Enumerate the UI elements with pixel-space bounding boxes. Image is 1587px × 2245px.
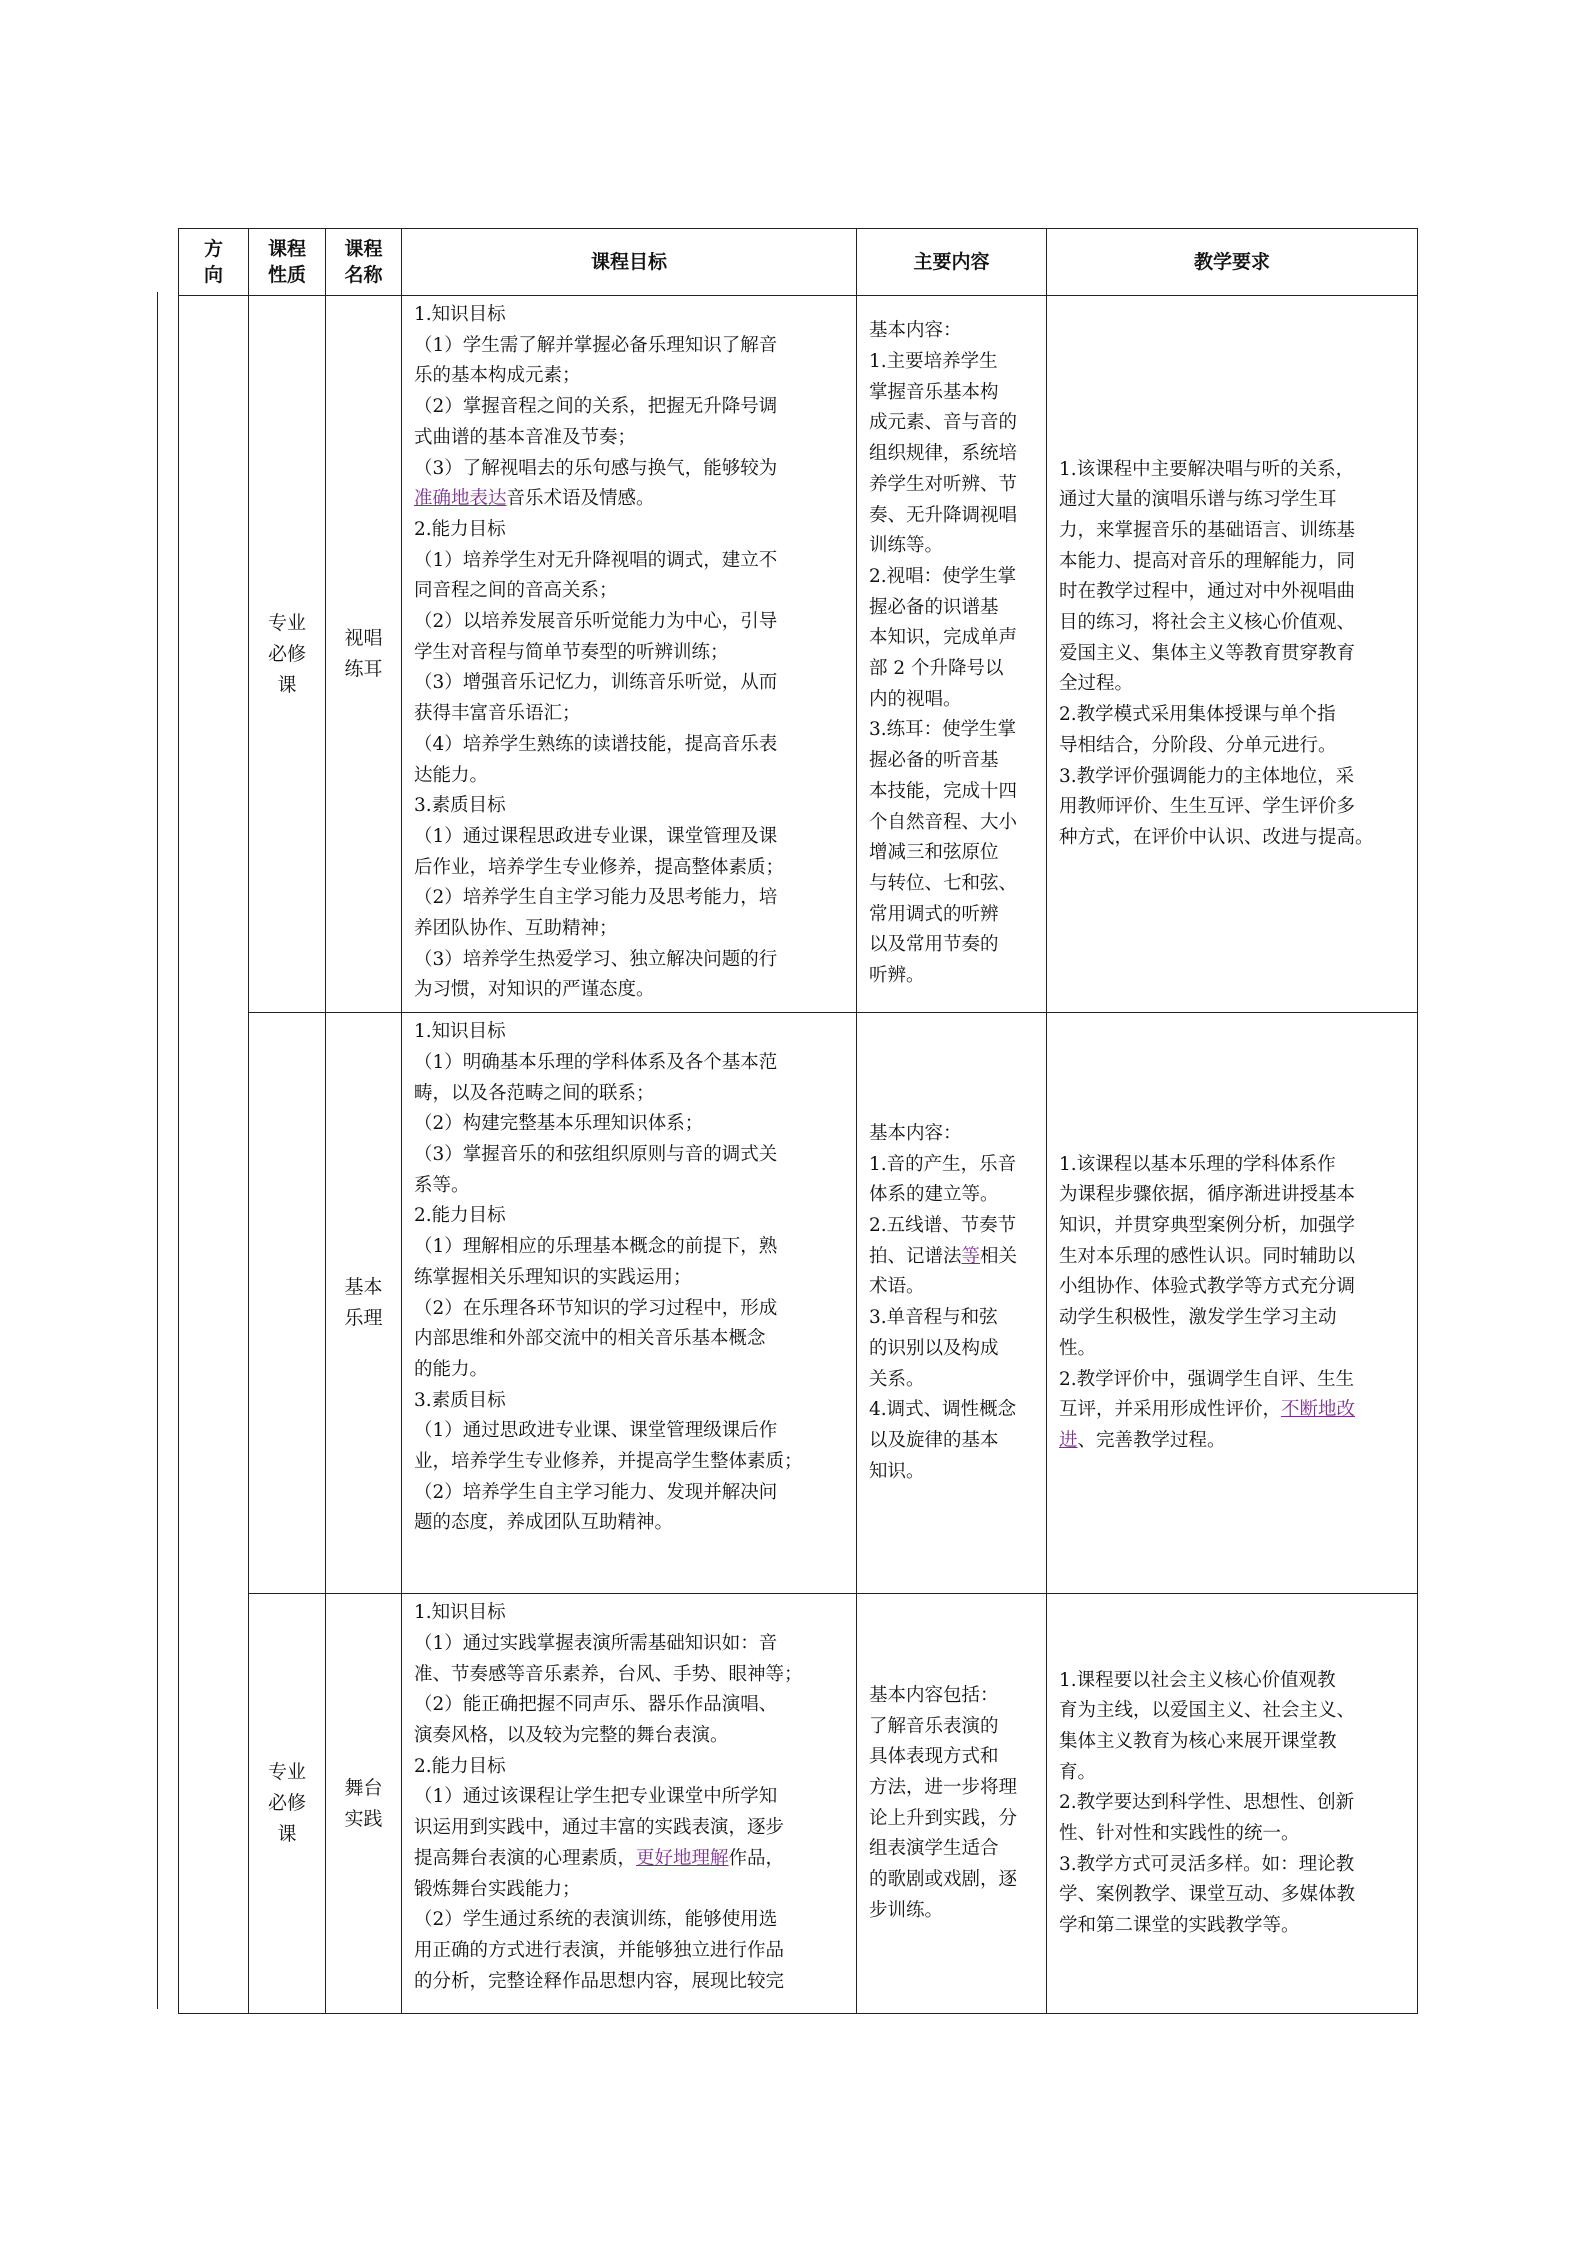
header-course-nature: 课程 性质	[249, 229, 326, 296]
header-teaching-requirements: 教学要求	[1047, 229, 1418, 296]
header-course-goals: 课程目标	[402, 229, 857, 296]
main-content: 基本内容： 1.主要培养学生 掌握音乐基本构 成元素、音与音的 组织规律，系统培 养学生对听辨、节 奏、无升降调视唱 训练等。 2.视唱：使学生掌 握必备的识谱基 本知识，完成单声 部 2 个升降号以 内的视唱。 3.练耳：使学生掌 握必备的听音基 本技能，完成十四 个自然音程、大小 增减三和弦原位 与转位、七和弦、 常用调式的听辨 以及常用节奏的 听辨。	[857, 296, 1047, 1013]
header-direction: 方 向	[179, 229, 249, 296]
teaching-requirements: 1.课程要以社会主义核心价值观教 育为主线，以爱国主义、社会主义、 集体主义教育为核心来展开课堂教 育。 2.教学要达到科学性、思想性、创新 性、针对性和实践性的统一。 3.教学方式可灵活多样。如：理论教 学、案例教学、课堂互动、多媒体教 学和第二课堂的实践教学等。	[1047, 1594, 1418, 2014]
main-content: 基本内容包括： 了解音乐表演的 具体表现方式和 方法，进一步将理 论上升到实践，分 组表演学生适合 的歌剧或戏剧，逐 步训练。	[857, 1594, 1047, 2014]
header-main-content: 主要内容	[857, 229, 1047, 296]
table-row	[179, 1013, 1418, 1594]
course-goals: 1.知识目标 （1）明确基本乐理的学科体系及各个基本范 畴，以及各范畴之间的联系； （2）构建完整基本乐理知识体系； （3）掌握音乐的和弦组织原则与音的调式关 系等。 2.能力目标 （1）理解相应的乐理基本概念的前提下，熟 练掌握相关乐理知识的实践运用； （2）在乐理各环节知识的学习过程中，形成 内部思维和外部交流中的相关音乐基本概念 的能力。 3.素质目标 （1）通过思政进专业课、课堂管理级课后作 业，培养学生专业修养，并提高学生整体素质； （2）培养学生自主学习能力、发现并解决问 题的态度，养成团队互助精神。	[402, 1013, 857, 1594]
table-row	[179, 1594, 1418, 2014]
course-name: 视唱 练耳	[326, 296, 402, 1013]
inline-link[interactable]: 等	[961, 1245, 981, 1267]
inline-link[interactable]: 准确地表达	[414, 488, 507, 510]
course-goals: 1.知识目标 （1）通过实践掌握表演所需基础知识如：音 准、节奏感等音乐素养，台风、手势、眼神等； （2）能正确把握不同声乐、器乐作品演唱、 演奏风格，以及较为完整的舞台表演。 2.能力目标 （1）通过该课程让学生把专业课堂中所学知 识运用到实践中，通过丰富的实践表演，逐步 提高舞台表演的心理素质，更好地理解作品， 锻炼舞台实践能力； （2）学生通过系统的表演训练，能够使用选 用正确的方式进行表演，并能够独立进行作品 的分析，完整诠释作品思想内容，展现比较完	[402, 1594, 857, 2014]
course-nature: 专业 必修 课	[249, 296, 326, 1013]
course-nature: 专业 必修 课	[249, 1594, 326, 2014]
teaching-requirements: 1.该课程中主要解决唱与听的关系， 通过大量的演唱乐谱与练习学生耳 力，来掌握音乐的基础语言、训练基 本能力、提高对音乐的理解能力，同 时在教学过程中，通过对中外视唱曲 目的练习，将社会主义核心价值观、 爱国主义、集体主义等教育贯穿教育 全过程。 2.教学模式采用集体授课与单个指 导相结合，分阶段、分单元进行。 3.教学评价强调能力的主体地位，采 用教师评价、生生互评、学生评价多 种方式，在评价中认识、改进与提高。	[1047, 296, 1418, 1013]
table-row	[179, 296, 1418, 1013]
curriculum-table	[178, 228, 1418, 2014]
course-name: 舞台 实践	[326, 1594, 402, 2014]
course-nature	[249, 1013, 326, 1594]
left-margin-rule	[157, 292, 158, 2009]
course-goals: 1.知识目标 （1）学生需了解并掌握必备乐理知识了解音 乐的基本构成元素； （2）掌握音程之间的关系，把握无升降号调 式曲谱的基本音准及节奏； （3）了解视唱去的乐句感与换气，能够较为 准确地表达音乐术语及情感。 2.能力目标 （1）培养学生对无升降视唱的调式，建立不 同音程之间的音高关系； （2）以培养发展音乐听觉能力为中心，引导 学生对音程与简单节奏型的听辨训练； （3）增强音乐记忆力，训练音乐听觉，从而 获得丰富音乐语汇； （4）培养学生熟练的读谱技能，提高音乐表 达能力。 3.素质目标 （1）通过课程思政进专业课，课堂管理及课 后作业，培养学生专业修养，提高整体素质； （2）培养学生自主学习能力及思考能力，培 养团队协作、互助精神； （3）培养学生热爱学习、独立解决问题的行 为习惯，对知识的严谨态度。	[402, 296, 857, 1013]
inline-link[interactable]: 更好地理解	[636, 1847, 729, 1869]
teaching-requirements: 1.该课程以基本乐理的学科体系作 为课程步骤依据，循序渐进讲授基本 知识，并贯穿典型案例分析，加强学 生对本乐理的感性认识。同时辅助以 小组协作、体验式教学等方式充分调 动学生积极性，激发学生学习主动 性。 2.教学评价中，强调学生自评、生生 互评，并采用形成性评价，不断地改 进、完善教学过程。	[1047, 1013, 1418, 1594]
direction-cell	[179, 296, 249, 2014]
inline-link[interactable]: 不断地改 进	[1059, 1399, 1356, 1451]
course-name: 基本 乐理	[326, 1013, 402, 1594]
main-content: 基本内容： 1.音的产生，乐音 体系的建立等。 2.五线谱、节奏节 拍、记谱法等相关 术语。 3.单音程与和弦 的识别以及构成 关系。 4.调式、调性概念 以及旋律的基本 知识。	[857, 1013, 1047, 1594]
header-course-name: 课程 名称	[326, 229, 402, 296]
header-row	[179, 229, 1418, 296]
